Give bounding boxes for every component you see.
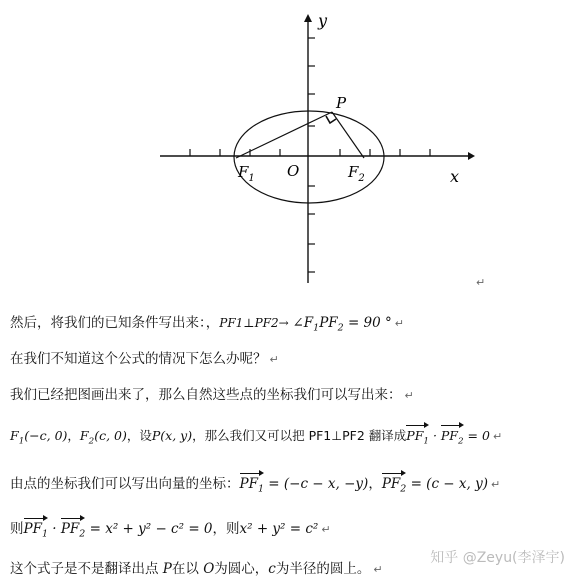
paragraph-mark: ↵: [321, 523, 331, 536]
line1-sub1: 1: [313, 322, 320, 334]
line-pf1: [236, 112, 332, 158]
line1-pf: PF: [319, 315, 338, 331]
circle-equation: x² + y² = c²: [239, 521, 319, 537]
y-axis-arrow: [304, 14, 312, 22]
ellipse: [234, 111, 384, 203]
text-line-2: [10, 349, 567, 370]
dot-product-result: = x² + y² − c² = 0: [85, 521, 213, 537]
origin-label: O: [287, 162, 300, 180]
line1-condition: PF1⊥PF2→: [219, 316, 293, 330]
y-axis-ticks: [308, 38, 315, 272]
line3-text: 我们已经把图画出来了，那么自然这些点的坐标我们可以写出来：: [10, 387, 402, 403]
f2-coord: (c, 0): [94, 428, 127, 443]
text-line-6: [10, 519, 567, 545]
vector-pf2: $PF_2$: [61, 519, 85, 545]
line-pf2: [332, 112, 364, 158]
line1-equals: = 90 °: [343, 315, 392, 331]
vector-pf1: $PF_1$: [24, 519, 48, 545]
f1-symbol: F: [10, 428, 19, 443]
paragraph-mark: ↵: [404, 389, 414, 402]
line7-d: 为半径的圆上。: [275, 561, 371, 577]
line5-prefix: 由点的坐标我们可以写出向量的坐标：: [10, 476, 240, 492]
x-axis-arrow: [468, 152, 475, 160]
paragraph-mark: ↵: [394, 317, 404, 330]
point-p: P: [162, 561, 172, 577]
f1-sub: 1: [18, 436, 25, 447]
equals-zero: = 0: [463, 428, 490, 443]
vector-pf1-value: = (−c − x, −y): [263, 476, 369, 492]
figure-paragraph-mark: ↵: [476, 276, 486, 289]
f1-coord: (−c, 0): [24, 428, 68, 443]
text-line-5: [10, 474, 567, 500]
text-line-1: [10, 313, 567, 339]
line7-b: 在以: [171, 561, 204, 577]
vector-pf1: $PF_1$: [406, 426, 429, 452]
line2-text: 在我们不知道这个公式的情况下怎么办呢？: [10, 351, 267, 367]
point-p-label: P: [336, 94, 347, 112]
dot: ·: [47, 521, 61, 537]
x-axis-label: x: [450, 167, 460, 186]
line7-c: 为圆心，: [214, 561, 269, 577]
vector-pf2-value: = (c − x, y): [406, 476, 488, 492]
sep: ，: [368, 476, 382, 492]
line7-a: 这个式子是不是翻译出点: [10, 561, 163, 577]
watermark: 知乎 @Zeyu(李泽宇): [430, 550, 565, 566]
line4-middle: ，那么我们又可以把 PF1⊥PF2 翻译成: [192, 428, 407, 443]
x-axis-ticks: [190, 149, 430, 156]
f2-label: $F_2$: [348, 163, 365, 184]
f2-sub: 2: [88, 436, 95, 447]
vector-pf2: $PF_2$: [441, 426, 464, 452]
f1-label: $F_1$: [238, 163, 255, 184]
text-line-4: [10, 426, 567, 452]
point-o: O: [203, 561, 215, 577]
line6-middle: ，则: [212, 521, 240, 537]
text-line-3: [10, 385, 567, 406]
radius-c: c: [268, 561, 276, 577]
paragraph-mark: ↵: [491, 478, 501, 491]
line1-sub2: 2: [337, 322, 344, 334]
dot: ·: [428, 428, 441, 443]
sep: ，: [67, 428, 80, 443]
paragraph-mark: ↵: [373, 563, 383, 576]
sep: ，设: [126, 428, 152, 443]
right-angle-mark: [326, 116, 336, 123]
line1-angle: ∠F: [292, 315, 314, 331]
y-axis-label: y: [318, 11, 328, 30]
ellipse-diagram: [150, 8, 480, 290]
vector-pf1: $PF_1$: [240, 474, 264, 500]
paragraph-mark: ↵: [492, 430, 503, 443]
p-coord: P(x, y): [151, 428, 193, 443]
vector-pf2: $PF_2$: [382, 474, 406, 500]
f2-symbol: F: [79, 428, 89, 443]
paragraph-mark: ↵: [269, 353, 279, 366]
line1-prefix: 然后，将我们的已知条件写出来：，: [10, 315, 220, 331]
line6-prefix: 则: [10, 521, 24, 537]
